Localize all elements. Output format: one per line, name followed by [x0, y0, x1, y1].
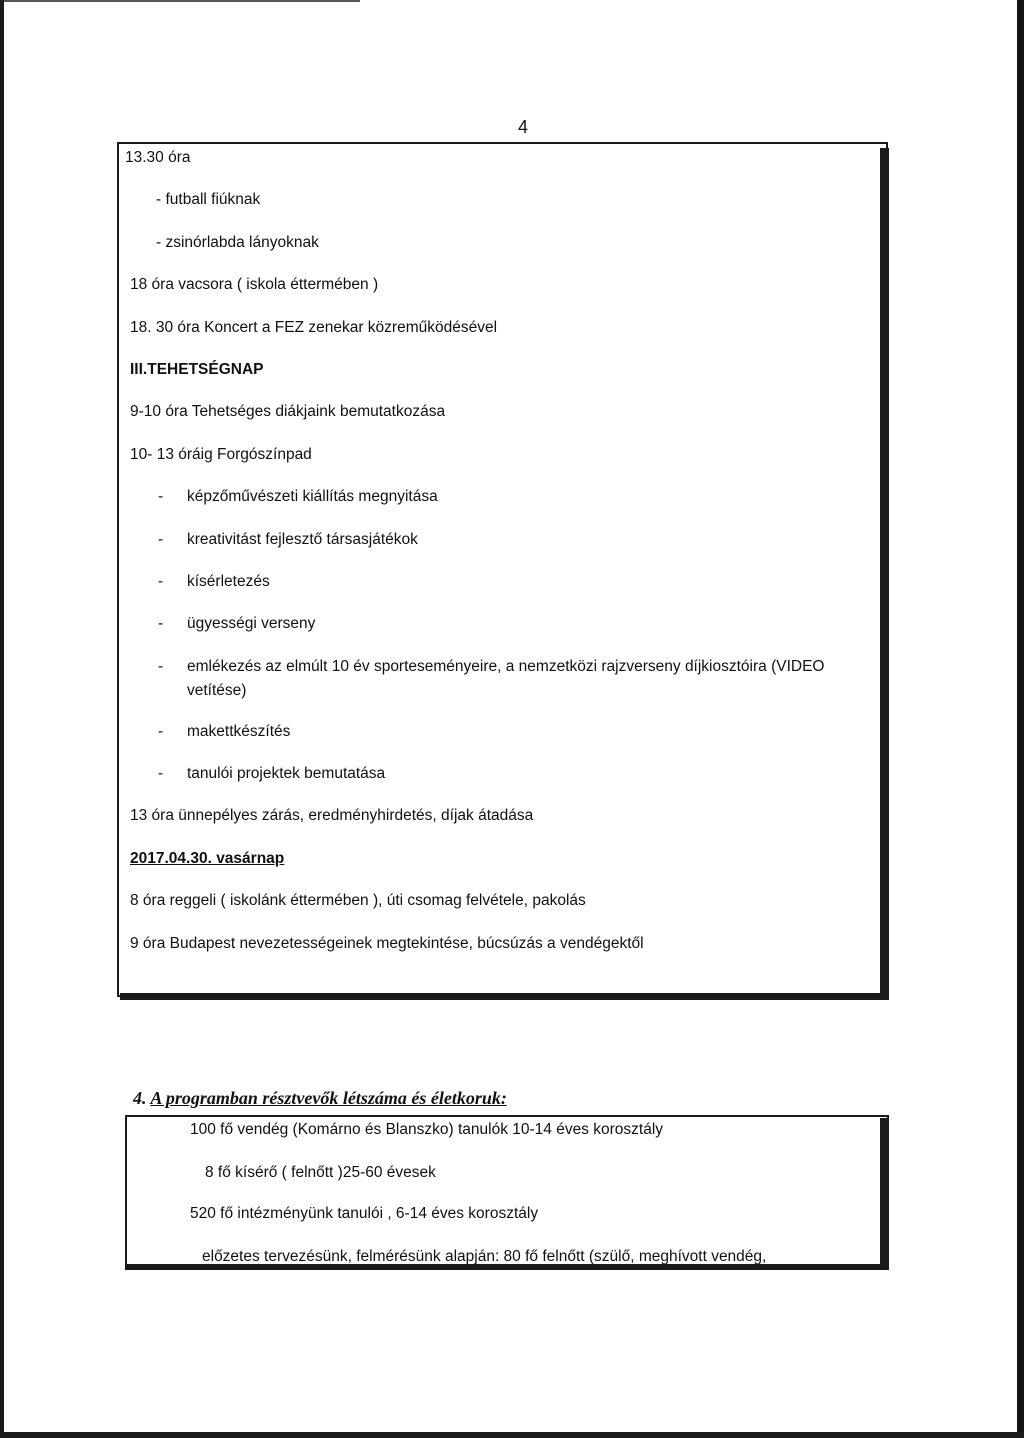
activity-item: makettkészítés — [187, 723, 291, 740]
talent-show-line: 9-10 óra Tehetséges diákjaink bemutatkozása — [130, 403, 446, 420]
item-football: - futball fiúknak — [156, 191, 261, 208]
item-handball: - zsinórlabda lányoknak — [156, 234, 319, 251]
dash: - — [158, 531, 164, 548]
dash: - — [158, 723, 164, 740]
scan-edge-left — [0, 0, 4, 1438]
activity-item-continued: vetítése) — [187, 682, 247, 699]
activity-item: kreativitást fejlesztő társasjátékok — [187, 531, 418, 548]
section-title — [133, 1088, 507, 1109]
participants-line: 520 fő intézményünk tanulói , 6-14 éves korosztály — [190, 1205, 539, 1222]
dash: - — [158, 488, 164, 505]
closing-line: 13 óra ünnepélyes zárás, eredményhirdetés, díjak átadása — [130, 807, 534, 824]
activity-item: tanulói projektek bemutatása — [187, 765, 386, 782]
date-heading: 2017.04.30. vasárnap — [130, 850, 285, 867]
concert-line: 18. 30 óra Koncert a FEZ zenekar közreműködésével — [130, 319, 498, 336]
page-number: 4 — [518, 117, 529, 137]
participants-line: előzetes tervezésünk, felmérésünk alapján: 80 fő felnőtt (szülő, meghívott vendég, — [202, 1248, 767, 1265]
scan-edge-top — [0, 0, 360, 2]
participants-line: 100 fő vendég (Komárno és Blanszko) tanulók 10-14 éves korosztály — [190, 1121, 664, 1138]
activity-item: emlékezés az elmúlt 10 év sporteseményeire, a nemzetközi rajzverseny díjkiosztóira (VIDEO — [187, 658, 825, 675]
sightseeing-line: 9 óra Budapest nevezetességeinek megtekintése, búcsúzás a vendégektől — [130, 935, 644, 952]
schedule-box-shadow-bottom — [120, 993, 889, 1000]
dash: - — [158, 658, 164, 675]
activity-item: képzőművészeti kiállítás megnyitása — [187, 488, 438, 505]
dash: - — [158, 615, 164, 632]
scan-edge-right — [1017, 0, 1024, 1438]
dash: - — [158, 765, 164, 782]
participants-line: 8 fő kísérő ( felnőtt )25-60 évesek — [205, 1164, 436, 1181]
section-number: 4. — [133, 1088, 151, 1108]
activity-item: kísérletezés — [187, 573, 270, 590]
time-1330: 13.30 óra — [125, 149, 191, 166]
schedule-box-shadow-right — [880, 148, 889, 1000]
day-title: III.TEHETSÉGNAP — [130, 361, 264, 378]
dinner-line: 18 óra vacsora ( iskola éttermében ) — [130, 276, 379, 293]
section-title-text: A programban résztvevők létszáma és életkoruk: — [150, 1088, 507, 1108]
participants-box-shadow-right — [880, 1118, 889, 1270]
rotating-stage-line: 10- 13 óráig Forgószínpad — [130, 446, 312, 463]
activity-item: ügyességi verseny — [187, 615, 316, 632]
breakfast-line: 8 óra reggeli ( iskolánk éttermében ), úti csomag felvétele, pakolás — [130, 892, 586, 909]
scan-edge-bottom — [0, 1432, 1024, 1438]
dash: - — [158, 573, 164, 590]
